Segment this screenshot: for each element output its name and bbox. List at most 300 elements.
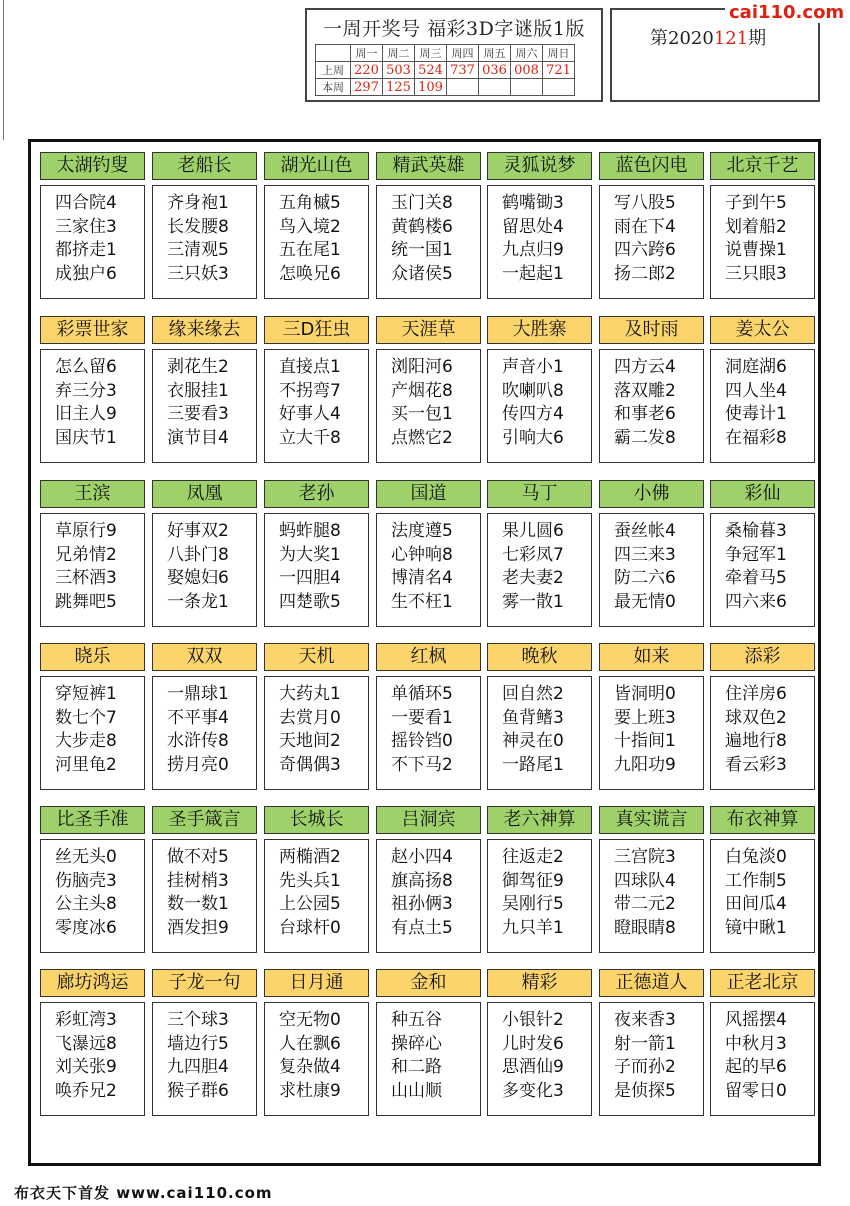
riddle-line: 演节目4 bbox=[167, 427, 229, 448]
riddle-card bbox=[599, 643, 704, 790]
riddle-line: 弃三分3 bbox=[55, 380, 117, 401]
riddle-line: 酒发担9 bbox=[167, 917, 229, 938]
riddle-line: 起的早6 bbox=[725, 1057, 787, 1077]
riddle-line: 单循环5 bbox=[391, 684, 453, 704]
riddle-line: 雾一散1 bbox=[502, 591, 564, 612]
riddle-card bbox=[40, 152, 145, 299]
card-title: 太湖钓叟 bbox=[40, 152, 145, 180]
riddle-card bbox=[152, 806, 257, 953]
card-title: 小佛 bbox=[599, 480, 704, 508]
riddle-line: 直接点1 bbox=[279, 357, 341, 377]
riddle-card bbox=[710, 643, 815, 790]
riddle-line: 统一国1 bbox=[391, 240, 453, 260]
riddle-line: 三宫院3 bbox=[614, 847, 676, 867]
riddle-card bbox=[264, 152, 369, 299]
riddle-line: 引响大6 bbox=[502, 427, 564, 448]
riddle-line: 彩虹湾3 bbox=[55, 1010, 117, 1030]
riddle-card bbox=[710, 316, 815, 463]
card-riddle-box bbox=[152, 676, 257, 790]
card-riddle-box bbox=[376, 839, 481, 953]
draw-number bbox=[543, 79, 575, 96]
riddle-card bbox=[264, 480, 369, 627]
card-title: 真实谎言 bbox=[599, 806, 704, 834]
riddle-line: 住洋房6 bbox=[725, 684, 787, 704]
riddle-card bbox=[152, 152, 257, 299]
issue-number: 121 bbox=[713, 28, 749, 49]
card-title: 老六神算 bbox=[487, 806, 592, 834]
riddle-line: 丝无头0 bbox=[55, 847, 117, 867]
riddle-line: 产烟花8 bbox=[391, 380, 453, 401]
card-title: 天涯草 bbox=[376, 316, 481, 344]
card-title: 红枫 bbox=[376, 643, 481, 671]
riddle-line: 镜中瞅1 bbox=[725, 917, 787, 938]
riddle-line: 留零日0 bbox=[725, 1080, 787, 1101]
riddle-line: 扬二郎2 bbox=[614, 263, 676, 284]
riddle-line: 众诸侯5 bbox=[391, 263, 453, 284]
riddle-line: 和事老6 bbox=[614, 404, 676, 424]
riddle-line: 四六跨6 bbox=[614, 240, 676, 260]
riddle-line: 三清观5 bbox=[167, 240, 229, 260]
riddle-line: 七彩凤7 bbox=[502, 544, 564, 565]
riddle-line: 摇铃铛0 bbox=[391, 731, 453, 751]
riddle-card bbox=[264, 316, 369, 463]
card-title: 缘来缘去 bbox=[152, 316, 257, 344]
riddle-line: 雨在下4 bbox=[614, 216, 676, 237]
card-riddle-box bbox=[264, 1002, 369, 1116]
riddle-line: 旧主人9 bbox=[55, 404, 117, 424]
card-title: 晚秋 bbox=[487, 643, 592, 671]
riddle-line: 黄鹤楼6 bbox=[391, 216, 453, 237]
riddle-line: 公主头8 bbox=[55, 894, 117, 914]
riddle-line: 风摇摆4 bbox=[725, 1010, 787, 1030]
riddle-card bbox=[710, 480, 815, 627]
riddle-line: 山山顺 bbox=[391, 1080, 442, 1101]
riddle-line: 遍地行8 bbox=[725, 731, 787, 751]
draw-number: 503 bbox=[383, 62, 415, 79]
riddle-line: 去赏月0 bbox=[279, 707, 341, 728]
card-riddle-box bbox=[40, 349, 145, 463]
card-riddle-box bbox=[152, 349, 257, 463]
riddle-line: 多变化3 bbox=[502, 1080, 564, 1101]
card-riddle-box bbox=[710, 349, 815, 463]
riddle-line: 祖孙俩3 bbox=[391, 894, 453, 914]
riddle-line: 使毒计1 bbox=[725, 404, 787, 424]
card-title: 添彩 bbox=[710, 643, 815, 671]
day-label: 周六 bbox=[511, 45, 543, 62]
card-riddle-box bbox=[152, 513, 257, 627]
riddle-line: 四楚歌5 bbox=[279, 591, 341, 612]
draw-number: 220 bbox=[351, 62, 383, 79]
card-title: 大胜寨 bbox=[487, 316, 592, 344]
riddle-line: 求杜康9 bbox=[279, 1080, 341, 1101]
card-riddle-box bbox=[599, 349, 704, 463]
riddle-line: 水浒传8 bbox=[167, 731, 229, 751]
riddle-line: 跳舞吧5 bbox=[55, 591, 117, 612]
riddle-line: 瞪眼睛8 bbox=[614, 917, 676, 938]
riddle-card bbox=[487, 643, 592, 790]
card-riddle-box bbox=[264, 839, 369, 953]
riddle-line: 立大千8 bbox=[279, 427, 341, 448]
riddle-board bbox=[28, 139, 821, 1166]
day-label: 周三 bbox=[415, 45, 447, 62]
riddle-line: 一四胆4 bbox=[279, 568, 341, 588]
riddle-line: 霸二发8 bbox=[614, 427, 676, 448]
riddle-line: 猴子群6 bbox=[167, 1080, 229, 1101]
footer-credit: 布衣天下首发 www.cai110.com bbox=[14, 1184, 273, 1202]
riddle-line: 五在尾1 bbox=[279, 240, 341, 260]
riddle-line: 奇偶偶3 bbox=[279, 754, 341, 775]
riddle-line: 洞庭湖6 bbox=[725, 357, 787, 377]
draw-number: 524 bbox=[415, 62, 447, 79]
riddle-card bbox=[264, 969, 369, 1116]
riddle-card bbox=[376, 480, 481, 627]
riddle-line: 划着船2 bbox=[725, 216, 787, 237]
riddle-card bbox=[264, 806, 369, 953]
row-label: 本周 bbox=[316, 79, 351, 96]
riddle-line: 不下马2 bbox=[391, 754, 453, 775]
riddle-line: 草原行9 bbox=[55, 521, 117, 541]
card-riddle-box bbox=[376, 1002, 481, 1116]
riddle-line: 零度冰6 bbox=[55, 917, 117, 938]
riddle-line: 齐身袍1 bbox=[167, 193, 229, 213]
riddle-line: 御驾征9 bbox=[502, 870, 564, 891]
riddle-line: 法度遵5 bbox=[391, 521, 453, 541]
riddle-line: 河里龟2 bbox=[55, 754, 117, 775]
riddle-line: 穿短裤1 bbox=[55, 684, 117, 704]
riddle-line: 做不对5 bbox=[167, 847, 229, 867]
riddle-line: 是侦探5 bbox=[614, 1080, 676, 1101]
card-title: 老船长 bbox=[152, 152, 257, 180]
riddle-card bbox=[152, 643, 257, 790]
card-title: 湖光山色 bbox=[264, 152, 369, 180]
day-label: 周二 bbox=[383, 45, 415, 62]
riddle-line: 田间瓜4 bbox=[725, 894, 787, 914]
riddle-card bbox=[710, 806, 815, 953]
riddle-line: 四三来3 bbox=[614, 544, 676, 565]
card-title: 及时雨 bbox=[599, 316, 704, 344]
card-riddle-box bbox=[487, 676, 592, 790]
riddle-line: 神灵在0 bbox=[502, 731, 564, 751]
riddle-line: 工作制5 bbox=[725, 870, 787, 891]
riddle-line: 在福彩8 bbox=[725, 427, 787, 448]
riddle-line: 看云彩3 bbox=[725, 754, 787, 775]
riddle-line: 九只羊1 bbox=[502, 917, 564, 938]
riddle-line: 赵小四4 bbox=[391, 847, 453, 867]
card-title: 吕洞宾 bbox=[376, 806, 481, 834]
riddle-line: 写八股5 bbox=[614, 193, 676, 213]
riddle-line: 和二路 bbox=[391, 1057, 442, 1077]
riddle-line: 蚕丝帐4 bbox=[614, 521, 676, 541]
card-riddle-box bbox=[40, 839, 145, 953]
riddle-card bbox=[152, 316, 257, 463]
riddle-card bbox=[487, 806, 592, 953]
riddle-line: 三要看3 bbox=[167, 404, 229, 424]
riddle-card bbox=[487, 152, 592, 299]
riddle-line: 好事人4 bbox=[279, 404, 341, 424]
riddle-card bbox=[487, 480, 592, 627]
card-title: 老孙 bbox=[264, 480, 369, 508]
riddle-line: 夜来香3 bbox=[614, 1010, 676, 1030]
riddle-card bbox=[40, 480, 145, 627]
riddle-line: 一起起1 bbox=[502, 263, 564, 284]
left-guide-line bbox=[3, 0, 4, 140]
riddle-card bbox=[264, 643, 369, 790]
card-title: 正德道人 bbox=[599, 969, 704, 997]
riddle-line: 三杯酒3 bbox=[55, 568, 117, 588]
card-riddle-box bbox=[710, 676, 815, 790]
draw-number: 036 bbox=[479, 62, 511, 79]
riddle-card bbox=[376, 806, 481, 953]
card-riddle-box bbox=[152, 1002, 257, 1116]
riddle-line: 带二元2 bbox=[614, 894, 676, 914]
riddle-line: 生不枉1 bbox=[391, 591, 453, 612]
riddle-card bbox=[710, 969, 815, 1116]
card-title: 三D狂虫 bbox=[264, 316, 369, 344]
riddle-line: 天地间2 bbox=[279, 731, 341, 751]
card-riddle-box bbox=[40, 676, 145, 790]
card-title: 王滨 bbox=[40, 480, 145, 508]
card-title: 灵狐说梦 bbox=[487, 152, 592, 180]
card-title: 布衣神算 bbox=[710, 806, 815, 834]
riddle-card bbox=[376, 969, 481, 1116]
riddle-line: 不平事4 bbox=[167, 707, 229, 728]
riddle-line: 一条龙1 bbox=[167, 591, 229, 612]
riddle-line: 有点土5 bbox=[391, 917, 453, 938]
riddle-card bbox=[599, 806, 704, 953]
day-label: 周日 bbox=[543, 45, 575, 62]
riddle-line: 上公园5 bbox=[279, 894, 341, 914]
card-riddle-box bbox=[264, 349, 369, 463]
card-title: 比圣手准 bbox=[40, 806, 145, 834]
card-riddle-box bbox=[487, 513, 592, 627]
riddle-line: 回自然2 bbox=[502, 684, 564, 704]
riddle-line: 复杂做4 bbox=[279, 1057, 341, 1077]
this-week-row bbox=[316, 79, 575, 96]
draw-number: 737 bbox=[447, 62, 479, 79]
riddle-card bbox=[376, 643, 481, 790]
riddle-line: 捞月亮0 bbox=[167, 754, 229, 775]
riddle-line: 剥花生2 bbox=[167, 357, 229, 377]
riddle-line: 操碎心 bbox=[391, 1033, 442, 1054]
draw-number: 721 bbox=[543, 62, 575, 79]
riddle-line: 吹喇叭8 bbox=[502, 380, 564, 401]
riddle-line: 思酒仙9 bbox=[502, 1057, 564, 1077]
card-title: 马丁 bbox=[487, 480, 592, 508]
riddle-line: 娶媳妇6 bbox=[167, 568, 229, 588]
riddle-line: 球双色2 bbox=[725, 707, 787, 728]
riddle-line: 八卦门8 bbox=[167, 544, 229, 565]
riddle-line: 三家住3 bbox=[55, 216, 117, 237]
riddle-line: 三只妖3 bbox=[167, 263, 229, 284]
day-label: 周四 bbox=[447, 45, 479, 62]
riddle-line: 四合院4 bbox=[55, 193, 117, 213]
card-riddle-box bbox=[264, 513, 369, 627]
riddle-line: 争冠军1 bbox=[725, 544, 787, 565]
card-title: 彩仙 bbox=[710, 480, 815, 508]
riddle-line: 防二六6 bbox=[614, 568, 676, 588]
riddle-line: 落双雕2 bbox=[614, 380, 676, 401]
draw-number: 109 bbox=[415, 79, 447, 96]
riddle-card bbox=[599, 480, 704, 627]
riddle-line: 皆洞明0 bbox=[614, 684, 676, 704]
card-title: 子龙一句 bbox=[152, 969, 257, 997]
card-riddle-box bbox=[599, 513, 704, 627]
card-riddle-box bbox=[710, 513, 815, 627]
riddle-line: 一要看1 bbox=[391, 707, 453, 728]
riddle-line: 牵着马5 bbox=[725, 568, 787, 588]
riddle-line: 四人坐4 bbox=[725, 380, 787, 401]
card-riddle-box bbox=[599, 676, 704, 790]
card-title: 姜太公 bbox=[710, 316, 815, 344]
riddle-line: 九四胆4 bbox=[167, 1057, 229, 1077]
weekly-draw-header bbox=[305, 8, 603, 102]
riddle-line: 要上班3 bbox=[614, 707, 676, 728]
card-riddle-box bbox=[376, 185, 481, 299]
card-riddle-box bbox=[487, 1002, 592, 1116]
last-week-row bbox=[316, 62, 575, 79]
card-riddle-box bbox=[599, 839, 704, 953]
riddle-line: 数一数1 bbox=[167, 894, 229, 914]
riddle-line: 玉门关8 bbox=[391, 193, 453, 213]
riddle-line: 旗高扬8 bbox=[391, 870, 453, 891]
riddle-card bbox=[152, 480, 257, 627]
card-riddle-box bbox=[710, 839, 815, 953]
card-title: 精武英雄 bbox=[376, 152, 481, 180]
riddle-line: 蚂蚱腿8 bbox=[279, 521, 341, 541]
riddle-line: 飞瀑远8 bbox=[55, 1033, 117, 1054]
riddle-card bbox=[40, 316, 145, 463]
card-riddle-box bbox=[710, 1002, 815, 1116]
riddle-card bbox=[152, 969, 257, 1116]
riddle-line: 怎唤兄6 bbox=[279, 263, 341, 284]
card-title: 圣手箴言 bbox=[152, 806, 257, 834]
riddle-card bbox=[599, 316, 704, 463]
card-riddle-box bbox=[152, 839, 257, 953]
card-title: 晓乐 bbox=[40, 643, 145, 671]
issue-label bbox=[650, 24, 766, 50]
draw-number: 008 bbox=[511, 62, 543, 79]
card-title: 双双 bbox=[152, 643, 257, 671]
site-name[interactable]: cai110.com bbox=[725, 2, 848, 23]
riddle-card bbox=[40, 643, 145, 790]
riddle-line: 大药丸1 bbox=[279, 684, 341, 704]
header-title: 一周开奖号 福彩3D字谜版1版 bbox=[323, 18, 585, 40]
riddle-line: 刘关张9 bbox=[55, 1057, 117, 1077]
card-title: 正老北京 bbox=[710, 969, 815, 997]
card-title: 精彩 bbox=[487, 969, 592, 997]
riddle-line: 空无物0 bbox=[279, 1010, 341, 1030]
card-riddle-box bbox=[264, 676, 369, 790]
card-title: 彩票世家 bbox=[40, 316, 145, 344]
riddle-line: 果儿圆6 bbox=[502, 521, 564, 541]
riddle-line: 一路尾1 bbox=[502, 754, 564, 775]
card-title: 金和 bbox=[376, 969, 481, 997]
riddle-line: 鱼背鳍3 bbox=[502, 707, 564, 728]
riddle-line: 衣服挂1 bbox=[167, 380, 229, 401]
riddle-line: 好事双2 bbox=[167, 521, 229, 541]
card-riddle-box bbox=[376, 349, 481, 463]
riddle-card bbox=[376, 152, 481, 299]
card-riddle-box bbox=[487, 349, 592, 463]
riddle-line: 九点归9 bbox=[502, 240, 564, 260]
riddle-line: 大步走8 bbox=[55, 731, 117, 751]
day-label: 周一 bbox=[351, 45, 383, 62]
riddle-card bbox=[487, 316, 592, 463]
riddle-line: 人在飘6 bbox=[279, 1033, 341, 1054]
riddle-line: 唤乔兄2 bbox=[55, 1080, 117, 1101]
riddle-line: 三个球3 bbox=[167, 1010, 229, 1030]
riddle-card bbox=[487, 969, 592, 1116]
card-riddle-box bbox=[376, 676, 481, 790]
riddle-line: 五角槭5 bbox=[279, 193, 341, 213]
riddle-line: 老夫妻2 bbox=[502, 568, 564, 588]
riddle-line: 怎么留6 bbox=[55, 357, 117, 377]
riddle-line: 吴刚行5 bbox=[502, 894, 564, 914]
riddle-line: 一鼎球1 bbox=[167, 684, 229, 704]
riddle-line: 鸟入境2 bbox=[279, 216, 341, 237]
card-title: 天机 bbox=[264, 643, 369, 671]
card-riddle-box bbox=[599, 185, 704, 299]
riddle-line: 三只眼3 bbox=[725, 263, 787, 284]
day-label: 周五 bbox=[479, 45, 511, 62]
riddle-line: 往返走2 bbox=[502, 847, 564, 867]
riddle-line: 说曹操1 bbox=[725, 240, 787, 260]
riddle-line: 桑榆暮3 bbox=[725, 521, 787, 541]
riddle-line: 十指间1 bbox=[614, 731, 676, 751]
row-label: 上周 bbox=[316, 62, 351, 79]
draw-number: 125 bbox=[383, 79, 415, 96]
days-row bbox=[316, 45, 575, 62]
riddle-line: 浏阳河6 bbox=[391, 357, 453, 377]
card-title: 廊坊鸿运 bbox=[40, 969, 145, 997]
card-riddle-box bbox=[40, 513, 145, 627]
issue-suffix: 期 bbox=[748, 28, 767, 49]
riddle-line: 射一箭1 bbox=[614, 1033, 676, 1054]
riddle-line: 小银针2 bbox=[502, 1010, 564, 1030]
riddle-line: 留思处4 bbox=[502, 216, 564, 237]
card-title: 蓝色闪电 bbox=[599, 152, 704, 180]
draw-number bbox=[479, 79, 511, 96]
riddle-line: 心钟响8 bbox=[391, 544, 453, 565]
riddle-line: 四方云4 bbox=[614, 357, 676, 377]
card-riddle-box bbox=[40, 185, 145, 299]
riddle-line: 种五谷 bbox=[391, 1010, 442, 1030]
riddle-card bbox=[40, 969, 145, 1116]
card-riddle-box bbox=[710, 185, 815, 299]
riddle-line: 两椭酒2 bbox=[279, 847, 341, 867]
riddle-line: 鹤嘴锄3 bbox=[502, 193, 564, 213]
card-riddle-box bbox=[40, 1002, 145, 1116]
card-riddle-box bbox=[487, 839, 592, 953]
card-title: 长城长 bbox=[264, 806, 369, 834]
draw-number bbox=[447, 79, 479, 96]
card-title: 如来 bbox=[599, 643, 704, 671]
riddle-card bbox=[710, 152, 815, 299]
riddle-line: 不拐弯7 bbox=[279, 380, 341, 401]
draw-number bbox=[511, 79, 543, 96]
card-title: 日月通 bbox=[264, 969, 369, 997]
riddle-line: 最无情0 bbox=[614, 591, 676, 612]
riddle-line: 点燃它2 bbox=[391, 427, 453, 448]
riddle-line: 买一包1 bbox=[391, 404, 453, 424]
card-title: 北京千艺 bbox=[710, 152, 815, 180]
riddle-line: 儿时发6 bbox=[502, 1033, 564, 1054]
riddle-line: 伤脑壳3 bbox=[55, 870, 117, 891]
riddle-line: 博清名4 bbox=[391, 568, 453, 588]
riddle-line: 四六来6 bbox=[725, 591, 787, 612]
card-riddle-box bbox=[376, 513, 481, 627]
riddle-line: 台球杆0 bbox=[279, 917, 341, 938]
